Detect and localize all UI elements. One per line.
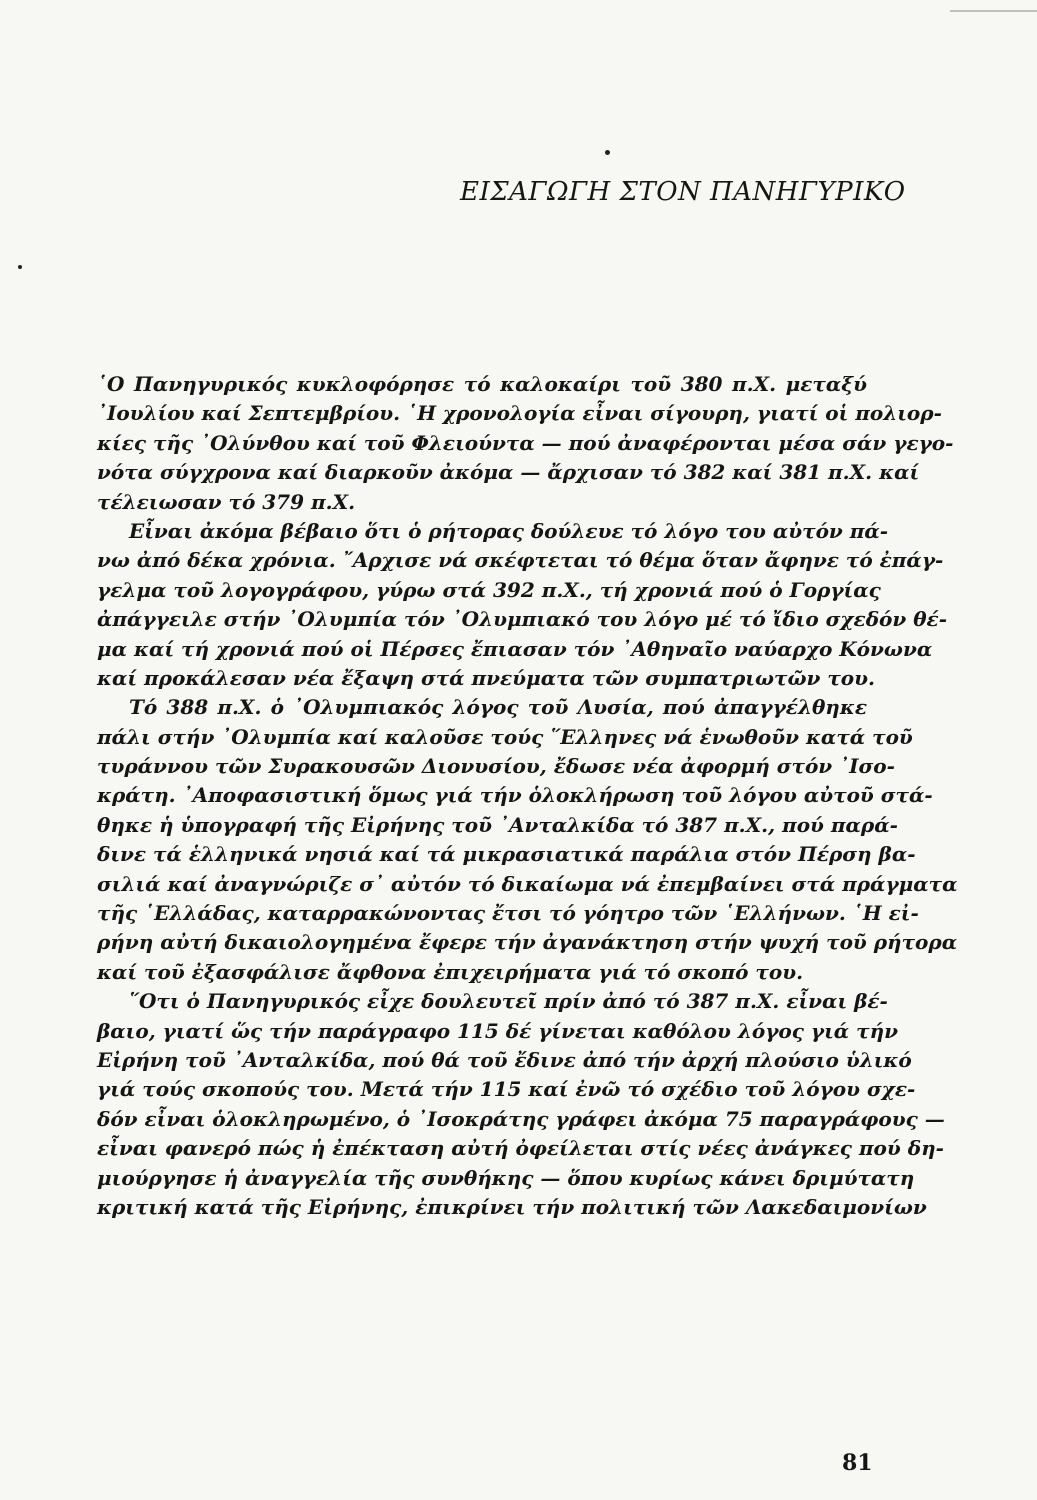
text-line: δόν εἶναι ὁλοκληρωμένο, ὁ ᾿Ισοκράτης γράφει ἀκόμα 75 παραγράφους — [97, 1106, 945, 1131]
text-line: κράτη. ᾿Αποφασιστική ὅμως γιά τήν ὁλοκλήρωση τοῦ λόγου αὐτοῦ στά- [97, 783, 933, 808]
text-line: καί προκάλεσαν νέα ἔξαψη στά πνεύματα τῶν συμπατριωτῶν του. [97, 665, 875, 690]
text-line: νω ἀπό δέκα χρόνια. ῎Αρχισε νά σκέφτεται τό θέμα ὅταν ἄφηνε τό ἐπάγ- [97, 548, 944, 573]
chapter-title: ΕΙΣΑΓΩΓΗ ΣΤΟΝ ΠΑΝΗΓΥΡΙΚΟ [460, 177, 906, 207]
ink-speck [605, 150, 610, 155]
text-line: γελμα τοῦ λογογράφου, γύρω στά 392 π.Χ., τή χρονιά πού ὁ Γοργίας [97, 577, 881, 602]
text-line: μα καί τή χρονιά πού οἱ Πέρσες ἔπιασαν τόν ᾿Αθηναῖο ναύαρχο Κόνωνα [97, 636, 933, 661]
text-line: ῞Οτι ὁ Πανηγυρικός εἶχε δουλευτεῖ πρίν ἀπό τό 387 π.Χ. εἶναι βέ- [129, 989, 888, 1014]
text-line: κίες τῆς ᾿Ολύνθου καί τοῦ Φλειούντα — πού ἀναφέρονται μέσα σάν γεγο- [97, 430, 954, 455]
text-line: πάλι στήν ᾿Ολυμπία καί καλοῦσε τούς ῞Ελληνες νά ἑνωθοῦν κατά τοῦ [97, 724, 913, 749]
text-line: μιούργησε ἡ ἀναγγελία τῆς συνθήκης — ὅπου κυρίως κάνει δριμύτατη [97, 1165, 915, 1190]
text-line: τῆς ῾Ελλάδας, καταρρακώνοντας ἔτσι τό γόητρο τῶν ῾Ελλήνων. ῾Η εἰ- [97, 901, 919, 926]
ink-speck [18, 265, 22, 269]
text-line: ρήνη αὐτή δικαιολογημένα ἔφερε τήν ἀγανάκτηση στήν ψυχή τοῦ ρήτορα [97, 930, 958, 955]
page-number: 81 [842, 1450, 873, 1476]
text-line: θηκε ἡ ὑπογραφή τῆς Εἰρήνης τοῦ ᾿Ανταλκίδα τό 387 π.Χ., πού παρά- [97, 812, 898, 837]
text-line: τυράννου τῶν Συρακουσῶν Διονυσίου, ἔδωσε νέα ἀφορμή στόν ᾿Ισο- [97, 754, 895, 779]
text-line: καί τοῦ ἐξασφάλισε ἄφθονα ἐπιχειρήματα γιά τό σκοπό του. [97, 959, 804, 984]
text-line: κριτική κατά τῆς Εἰρήνης, ἐπικρίνει τήν πολιτική τῶν Λακεδαιμονίων [97, 1194, 927, 1219]
text-line: Εἶναι ἀκόμα βέβαιο ὅτι ὁ ρήτορας δούλευε τό λόγο του αὐτόν πά- [129, 518, 889, 543]
text-line: ᾿Ιουλίου καί Σεπτεμβρίου. ῾Η χρονολογία εἶναι σίγουρη, γιατί οἱ πολιορ- [97, 401, 942, 426]
page-edge-line [950, 0, 1037, 12]
text-line: Τό 388 π.Χ. ὁ ᾿Ολυμπιακός λόγος τοῦ Λυσία, πού ἀπαγγέλθηκε [129, 695, 867, 720]
text-line: ῾Ο Πανηγυρικός κυκλοφόρησε τό καλοκαίρι τοῦ 380 π.Χ. μεταξύ [97, 372, 867, 396]
text-line: εἶναι φανερό πώς ἡ ἐπέκταση αὐτή ὀφείλεται στίς νέες ἀνάγκες πού δη- [97, 1136, 944, 1161]
body-text [97, 370, 958, 1222]
text-line: σιλιά καί ἀναγνώριζε σ᾿ αὐτόν τό δικαίωμα νά ἐπεμβαίνει στά πράγματα [97, 871, 958, 896]
text-line: δινε τά ἑλληνικά νησιά καί τά μικρασιατικά παράλια στόν Πέρση βα- [97, 842, 916, 867]
text-line: τέλειωσαν τό 379 π.Χ. [97, 489, 356, 514]
text-line: νότα σύγχρονα καί διαρκοῦν ἀκόμα — ἄρχισαν τό 382 καί 381 π.Χ. καί [97, 460, 920, 485]
text-line: βαιο, γιατί ὥς τήν παράγραφο 115 δέ γίνεται καθόλου λόγος γιά τήν [97, 1018, 899, 1043]
text-line: ἀπάγγειλε στήν ᾿Ολυμπία τόν ᾿Ολυμπιακό του λόγο μέ τό ἴδιο σχεδόν θέ- [97, 607, 948, 632]
text-line: γιά τούς σκοπούς του. Μετά τήν 115 καί ἐνῶ τό σχέδιο τοῦ λόγου σχε- [97, 1077, 916, 1102]
text-line: Εἰρήνη τοῦ ᾿Ανταλκίδα, πού θά τοῦ ἔδινε ἀπό τήν ἀρχή πλούσιο ὑλικό [97, 1047, 912, 1072]
